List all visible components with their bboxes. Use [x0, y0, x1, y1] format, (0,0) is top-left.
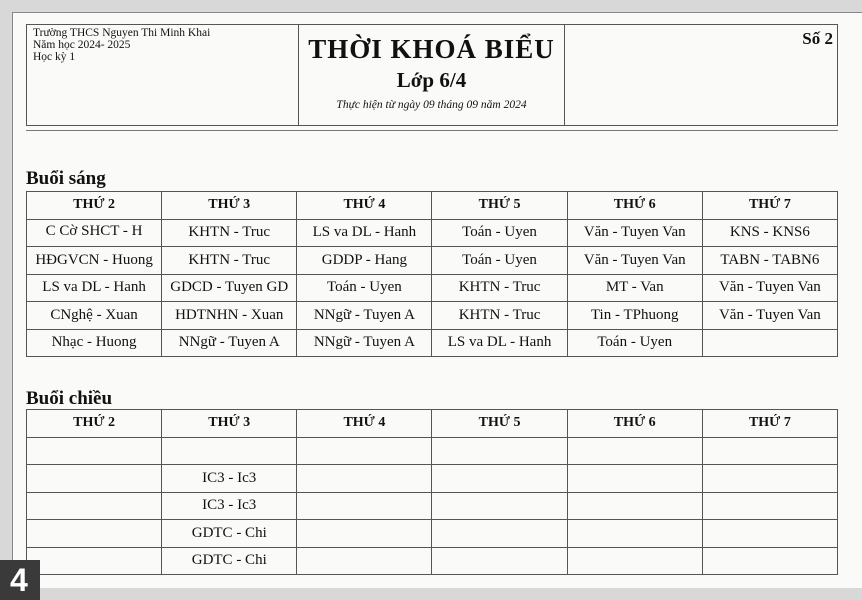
afternoon-period-row: [27, 547, 838, 575]
timetable-cell: KHTN - Truc: [162, 247, 297, 275]
timetable-cell: LS va DL - Hanh: [297, 219, 432, 247]
timetable-cell: LS va DL - Hanh: [27, 274, 162, 302]
afternoon-table: [26, 409, 838, 575]
morning-column-header: THỨ 7: [702, 192, 837, 220]
afternoon-column-header: THỨ 7: [702, 410, 837, 438]
afternoon-period-row: [27, 465, 838, 493]
morning-period-row: [27, 247, 838, 275]
timetable-cell: [27, 492, 162, 520]
corner-label: 4: [0, 560, 40, 600]
timetable-cell: MT - Van: [567, 274, 702, 302]
screen-top-edge: [0, 0, 862, 12]
morning-period-row: [27, 329, 838, 357]
morning-column-header: THỨ 6: [567, 192, 702, 220]
afternoon-column-header: THỨ 6: [567, 410, 702, 438]
morning-period-row: [27, 274, 838, 302]
timetable-cell: C Cờ SHCT - H: [27, 219, 162, 247]
timetable-cell: NNgữ - Tuyen A: [297, 302, 432, 330]
school-term: Học kỳ 1: [33, 51, 76, 63]
afternoon-header-row: [27, 410, 838, 438]
morning-table: [26, 191, 838, 357]
afternoon-period-row: [27, 520, 838, 548]
timetable-cell: [702, 492, 837, 520]
timetable-cell: GDDP - Hang: [297, 247, 432, 275]
timetable-cell: GDTC - Chi: [162, 547, 297, 575]
timetable-cell: [702, 465, 837, 493]
timetable-cell: [297, 465, 432, 493]
timetable-cell: [432, 547, 567, 575]
timetable-cell: KHTN - Truc: [162, 219, 297, 247]
afternoon-column-header: THỨ 3: [162, 410, 297, 438]
timetable-cell: [702, 520, 837, 548]
class-name: Lớp 6/4: [396, 68, 467, 92]
timetable-cell: [432, 520, 567, 548]
timetable-cell: [432, 465, 567, 493]
school-info: [27, 25, 299, 125]
morning-period-row: [27, 219, 838, 247]
timetable-cell: [27, 437, 162, 465]
header-box: [26, 24, 838, 126]
screen-left-edge: [0, 12, 12, 600]
timetable-cell: [162, 437, 297, 465]
effective-date: Thực hiện từ ngày 09 tháng 09 năm 2024: [336, 99, 527, 111]
timetable-cell: [432, 437, 567, 465]
morning-column-header: THỨ 2: [27, 192, 162, 220]
timetable-cell: Tin - TPhuong: [567, 302, 702, 330]
timetable-cell: Toán - Uyen: [297, 274, 432, 302]
timetable-cell: IC3 - Ic3: [162, 465, 297, 493]
afternoon-period-row: [27, 492, 838, 520]
timetable-cell: [702, 547, 837, 575]
timetable-cell: [702, 329, 837, 357]
timetable-cell: Văn - Tuyen Van: [702, 302, 837, 330]
timetable-cell: [432, 492, 567, 520]
timetable-cell: [27, 547, 162, 575]
screen-bottom-edge: [0, 588, 862, 600]
school-year: Năm học 2024- 2025: [33, 39, 131, 51]
afternoon-period-row: [27, 437, 838, 465]
afternoon-body: [27, 437, 838, 575]
timetable-cell: Văn - Tuyen Van: [567, 247, 702, 275]
timetable-cell: KHTN - Truc: [432, 274, 567, 302]
morning-column-header: THỨ 3: [162, 192, 297, 220]
timetable-cell: HĐGVCN - Huong: [27, 247, 162, 275]
timetable-cell: [297, 437, 432, 465]
timetable-cell: GDCD - Tuyen GD: [162, 274, 297, 302]
timetable-cell: NNgữ - Tuyen A: [162, 329, 297, 357]
morning-column-header: THỨ 4: [297, 192, 432, 220]
afternoon-title: Buổi chiều: [26, 388, 113, 409]
timetable-cell: [297, 547, 432, 575]
timetable-cell: KNS - KNS6: [702, 219, 837, 247]
timetable-cell: Toán - Uyen: [432, 219, 567, 247]
timetable-cell: LS va DL - Hanh: [432, 329, 567, 357]
timetable-cell: CNghệ - Xuan: [27, 302, 162, 330]
timetable-cell: [567, 547, 702, 575]
timetable-cell: [567, 437, 702, 465]
page-title: THỜI KHOÁ BIỂU: [308, 34, 555, 64]
timetable-cell: Nhạc - Huong: [27, 329, 162, 357]
morning-period-row: [27, 302, 838, 330]
timetable-cell: [567, 465, 702, 493]
school-name: Trường THCS Nguyen Thi Minh Khai: [33, 27, 211, 39]
header-divider: [26, 130, 838, 131]
timetable-cell: Văn - Tuyen Van: [567, 219, 702, 247]
schedule-number: Số 2: [802, 29, 833, 48]
timetable-cell: [567, 492, 702, 520]
morning-body: [27, 219, 838, 357]
timetable-cell: Văn - Tuyen Van: [702, 274, 837, 302]
timetable-cell: [27, 465, 162, 493]
timetable-cell: [297, 520, 432, 548]
timetable-cell: [297, 492, 432, 520]
title-block: [299, 25, 565, 125]
morning-header-row: [27, 192, 838, 220]
timetable-cell: [567, 520, 702, 548]
morning-column-header: THỨ 5: [432, 192, 567, 220]
timetable-cell: KHTN - Truc: [432, 302, 567, 330]
timetable-cell: [702, 437, 837, 465]
afternoon-column-header: THỨ 5: [432, 410, 567, 438]
timetable-cell: NNgữ - Tuyen A: [297, 329, 432, 357]
timetable-cell: TABN - TABN6: [702, 247, 837, 275]
timetable-cell: HDTNHN - Xuan: [162, 302, 297, 330]
timetable-cell: [27, 520, 162, 548]
timetable-cell: Toán - Uyen: [432, 247, 567, 275]
timetable-cell: GDTC - Chi: [162, 520, 297, 548]
timetable-cell: IC3 - Ic3: [162, 492, 297, 520]
timetable-cell: Toán - Uyen: [567, 329, 702, 357]
afternoon-column-header: THỨ 4: [297, 410, 432, 438]
morning-title: Buổi sáng: [26, 168, 106, 189]
afternoon-column-header: THỨ 2: [27, 410, 162, 438]
